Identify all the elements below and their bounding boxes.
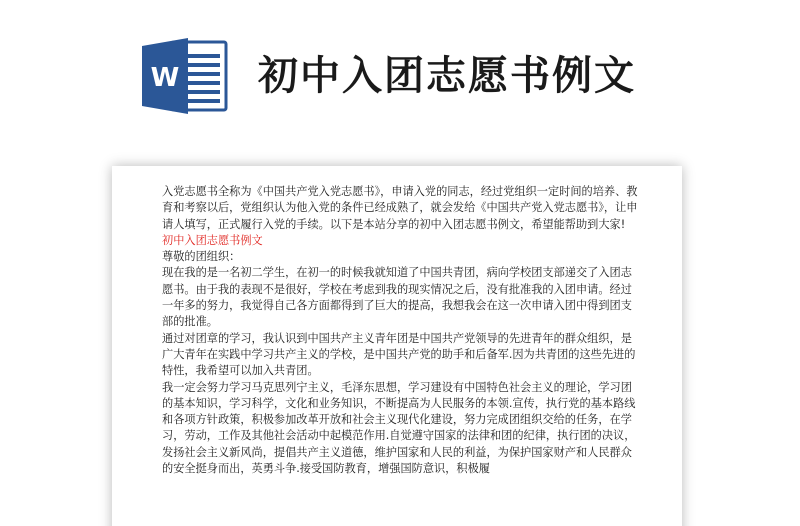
document-body — [162, 184, 640, 477]
salutation: 尊敬的团组织： — [162, 250, 241, 264]
word-icon-letter: W — [150, 63, 180, 93]
document-paper — [112, 166, 682, 526]
header — [0, 0, 800, 160]
page-title: 初中入团志愿书例文 — [258, 53, 636, 99]
body-paragraph-2: 通过对团章的学习，我认识到中国共产主义青年团是中国共产党领导的先进青年的群众组织，是广大青年在实践中学习共产主义的学校，是中国共产党的助手和后备军.因为共青团的这些先进的特性，我希望可以加入共青团。 — [162, 331, 636, 378]
section-heading: 初中入团志愿书例文 — [162, 233, 263, 247]
intro-paragraph: 入党志愿书全称为《中国共产党入党志愿书》，申请入党的同志，经过党组织一定时间的培养、教育和考察以后，党组织认为他入党的条件已经成熟了，就会发给《中国共产党入党志愿书》，让申请人填写，正式履行入党的手续。以下是本站分享的初中入团志愿书例文，希望能帮助到大家! — [162, 185, 638, 231]
body-paragraph-3: 我一定会努力学习马克思列宁主义，毛泽东思想，学习建设有中国特色社会主义的理论，学习团的基本知识，学习科学，文化和业务知识，不断提高为人民服务的本领.宣传，执行党的基本路线和各项方针政策，积极参加改革开放和社会主义现代化建设，努力完成团组织交给的任务，在学习，劳动，工作及其他社会活动中起模范作用.自觉遵守国家的法律和团的纪律，执行团的决议，发扬社会主义新风尚，提倡共产主义道德，维护国家和人民的利益，为保护国家财产和人民群众的安全挺身而出，英勇斗争.接受国防教育，增强国防意识，积极履 — [162, 380, 636, 476]
body-paragraph-1: 现在我的是一名初二学生，在初一的时候我就知道了中国共青团，病向学校团支部递交了入团志愿书。由于我的表现不是很好，学校在考虑到我的现实情况之后，没有批准我的入团申请。经过一年多的努力，我觉得自己各方面都得到了巨大的提高，我想我会在这一次申请入团中得到团支部的批准。 — [162, 266, 632, 329]
word-document-icon — [138, 36, 230, 116]
